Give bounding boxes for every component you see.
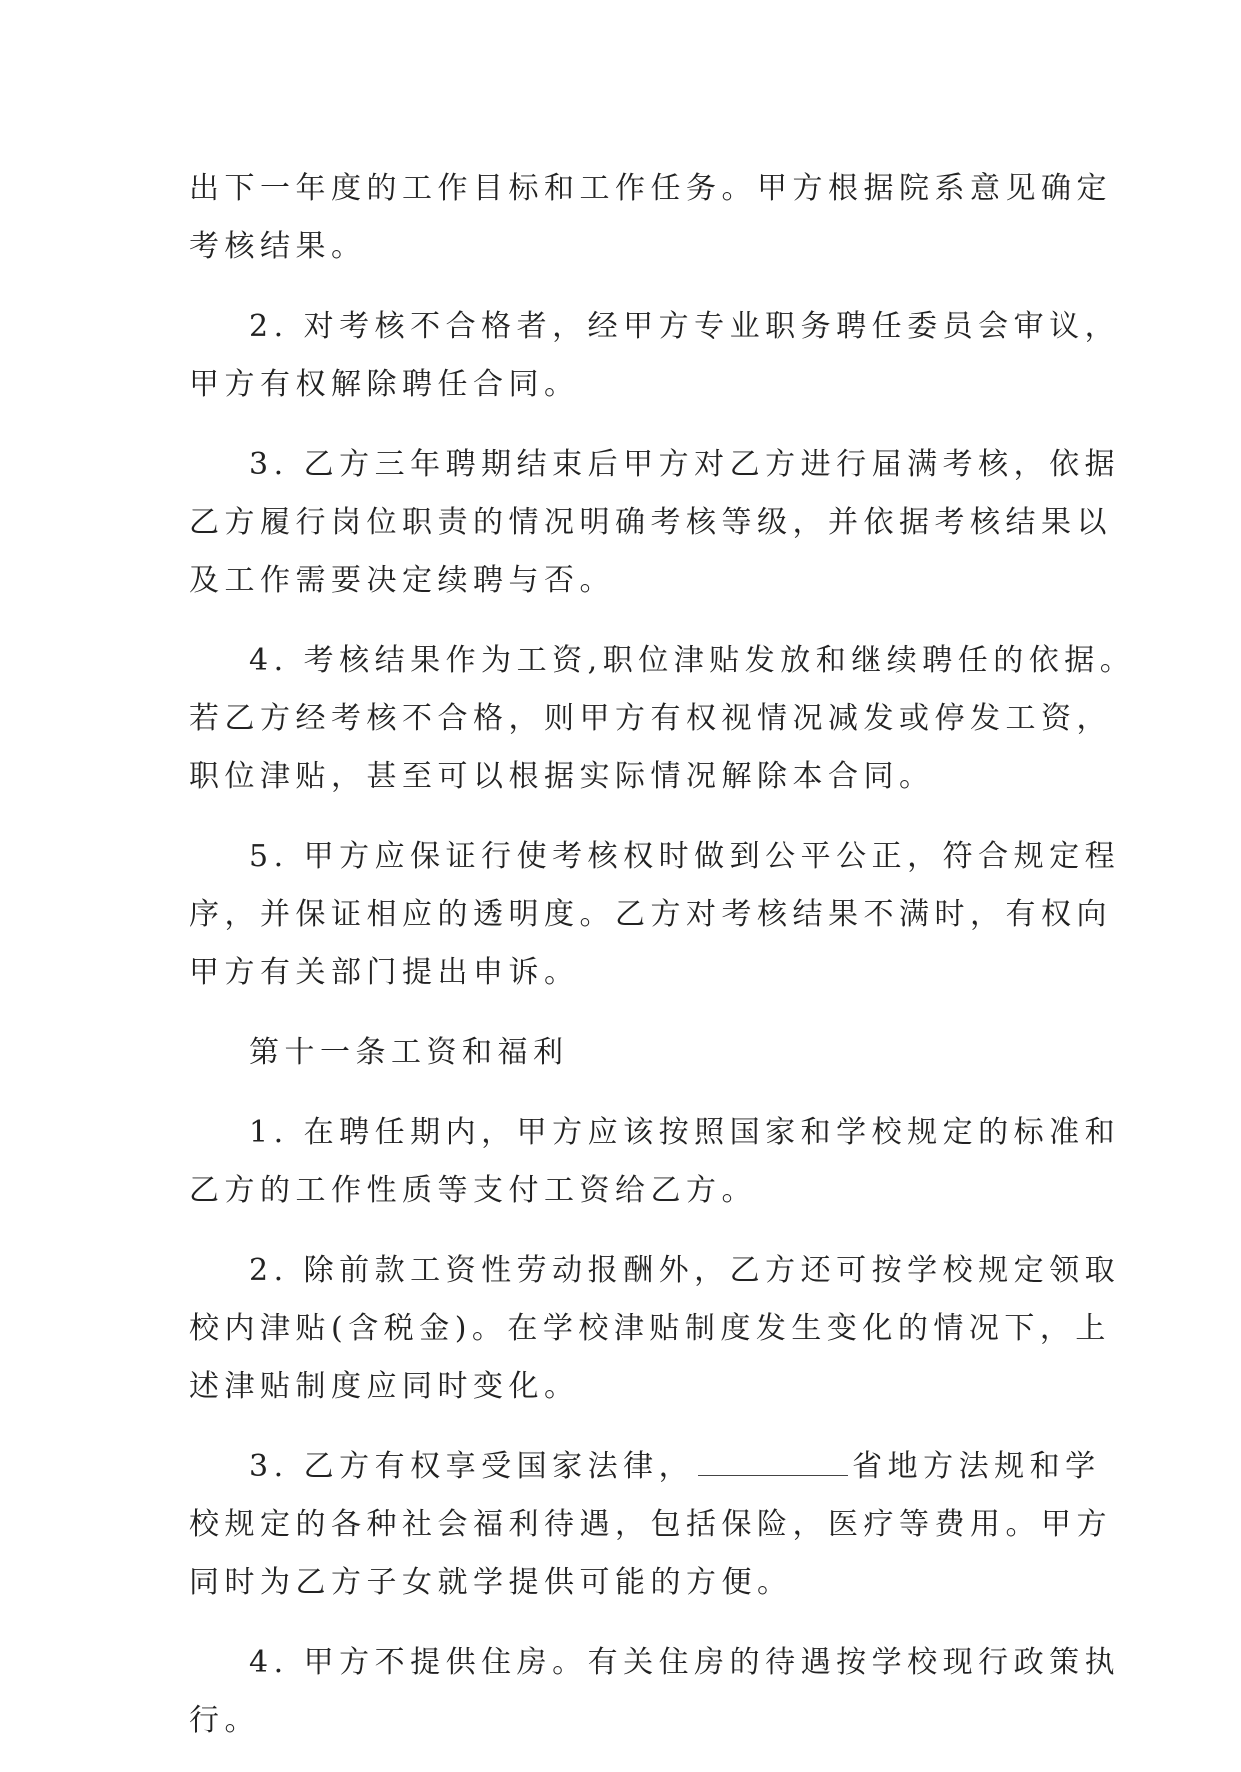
paragraph-clause-3-term-evaluation [189, 436, 1121, 610]
text-line: 2. 除前款工资性劳动报酬外，乙方还可按学校规定领取 [249, 1253, 1121, 1288]
text-line: 考核结果。 [189, 229, 367, 264]
text-line: 校内津贴(含税金)。在学校津贴制度发生变化的情况下，上 [189, 1311, 1111, 1346]
text-line: 述津贴制度应同时变化。 [189, 1369, 580, 1404]
text-line: 及工作需要决定续聘与否。 [189, 563, 615, 598]
section-heading-article-11 [189, 1024, 1049, 1082]
paragraph-clause-5-fairness [189, 828, 1121, 1002]
text-line: 4. 考核结果作为工资,职位津贴发放和继续聘任的依据。 [249, 643, 1136, 678]
fill-in-blank-province[interactable] [698, 1445, 848, 1476]
document-body [189, 160, 1136, 1772]
text-line: 若乙方经考核不合格，则甲方有权视情况减发或停发工资， [189, 701, 1112, 736]
text-line: 乙方履行岗位职责的情况明确考核等级，并依据考核结果以 [189, 505, 1112, 540]
text-fragment: 3. 乙方有权享受国家法律， [249, 1449, 695, 1484]
text-line: 4. 甲方不提供住房。有关住房的待遇按学校现行政策执 [249, 1645, 1121, 1680]
paragraph-salary-clause-4 [189, 1634, 1121, 1750]
text-line: 出下一年度的工作目标和工作任务。甲方根据院系意见确定 [189, 171, 1112, 206]
text-line-with-blank [189, 1438, 1101, 1496]
text-line: 职位津贴，甚至可以根据实际情况解除本合同。 [189, 759, 935, 794]
text-line: 3. 乙方三年聘期结束后甲方对乙方进行届满考核，依据 [249, 447, 1121, 482]
text-line: 校规定的各种社会福利待遇，包括保险，医疗等费用。甲方 [189, 1507, 1112, 1542]
paragraph-salary-clause-3 [189, 1438, 1112, 1612]
text-line: 同时为乙方子女就学提供可能的方便。 [189, 1565, 793, 1600]
text-line: 1. 在聘任期内，甲方应该按照国家和学校规定的标准和 [249, 1115, 1121, 1150]
section-title: 第十一条工资和福利 [249, 1035, 569, 1070]
text-fragment: 省地方法规和学 [852, 1449, 1101, 1484]
paragraph-salary-clause-1 [189, 1104, 1121, 1220]
paragraph-clause-2-unqualified [189, 298, 1121, 414]
paragraph-salary-clause-2 [189, 1242, 1121, 1416]
paragraph-clause-4-salary-basis [189, 632, 1136, 806]
text-line: 甲方有权解除聘任合同。 [189, 367, 580, 402]
text-line: 甲方有关部门提出申诉。 [189, 955, 580, 990]
text-line: 乙方的工作性质等支付工资给乙方。 [189, 1173, 757, 1208]
text-line: 5. 甲方应保证行使考核权时做到公平公正，符合规定程 [249, 839, 1121, 874]
text-line: 2. 对考核不合格者，经甲方专业职务聘任委员会审议， [249, 309, 1121, 344]
text-line: 序，并保证相应的透明度。乙方对考核结果不满时，有权向 [189, 897, 1112, 932]
text-line: 行。 [189, 1703, 260, 1738]
paragraph-evaluation-result [189, 160, 1112, 276]
